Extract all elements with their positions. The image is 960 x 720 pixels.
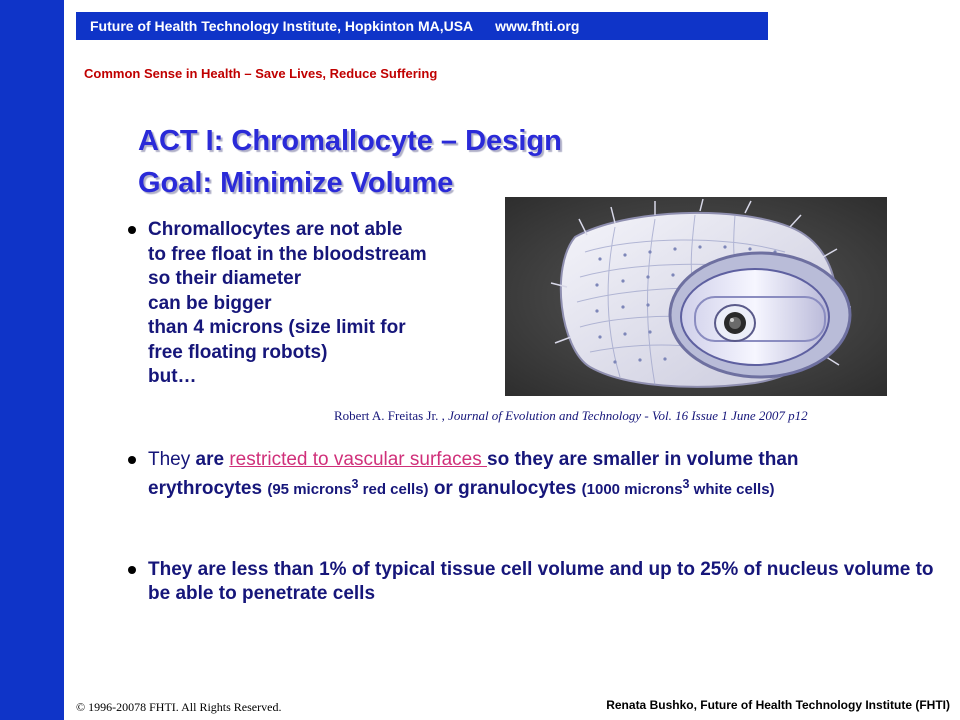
erythrocyte-detail-open: (95 microns xyxy=(267,481,352,498)
bullet-diameter-line: free floating robots) xyxy=(148,341,328,363)
bullet-dot-icon xyxy=(128,226,136,234)
chromallocyte-robot-sketch-icon xyxy=(505,197,887,396)
footer-credit: Renata Bushko, Future of Health Technology Institute (FHTI) xyxy=(606,698,950,712)
bullet-diameter-line: can be bigger xyxy=(148,292,272,314)
bullet-diameter-line: Chromallocytes are not able xyxy=(148,219,403,240)
tagline: Common Sense in Health – Save Lives, Reduce Suffering xyxy=(84,66,438,81)
bullet-granulocytes-text: or granulocytes xyxy=(428,478,582,499)
erythrocyte-detail-close: red cells) xyxy=(358,481,429,498)
bullet-tissue-cell-volume xyxy=(148,558,938,606)
image-citation xyxy=(334,408,808,424)
bullet-dot-icon xyxy=(128,566,136,574)
slide-title-line-2: Goal: Minimize Volume xyxy=(138,167,454,199)
superscript-3: 3 xyxy=(682,477,690,491)
slide-title xyxy=(138,120,562,204)
granulocyte-detail-close: white cells) xyxy=(689,481,775,498)
bullet-diameter xyxy=(148,218,508,390)
header-url-link[interactable]: www.fhti.org xyxy=(495,18,580,34)
slide-title-line-1: ACT I: Chromallocyte – Design xyxy=(138,125,562,157)
citation-author: Robert A. Freitas Jr. , xyxy=(334,408,449,423)
bullet-diameter-line: but… xyxy=(148,366,197,387)
granulocyte-detail-open: (1000 microns xyxy=(581,481,683,498)
left-accent-bar xyxy=(0,0,64,720)
chromallocyte-illustration xyxy=(505,197,887,396)
erythrocyte-detail xyxy=(267,477,429,498)
bullet-smaller-text: so they are smaller in volume than erythrocytes xyxy=(148,449,799,499)
vascular-surfaces-link[interactable]: restricted to vascular surfaces xyxy=(229,449,487,470)
bullet-tissue-text: They are less than 1% of typical tissue cell volume and up to 25% of nucleus volume to be able to penetrate cells xyxy=(148,559,934,604)
bullet-dot-icon xyxy=(128,456,136,464)
footer-copyright: © 1996-20078 FHTI. All Rights Reserved. xyxy=(76,700,282,714)
header-bar xyxy=(76,12,768,40)
bullet-they: They xyxy=(148,449,191,470)
header-institute: Future of Health Technology Institute, Hopkinton MA,USA xyxy=(90,18,474,34)
bullet-diameter-line: so their diameter xyxy=(148,268,302,289)
bullet-vascular-surfaces xyxy=(148,448,908,502)
bullet-diameter-line: than 4 microns (size limit for xyxy=(148,317,406,338)
bullet-diameter-line: to free float in the bloodstream xyxy=(148,243,427,265)
bullet-are: are xyxy=(190,449,230,470)
granulocyte-detail xyxy=(581,477,775,498)
citation-source: Journal of Evolution and Technology - Vol. 16 Issue 1 June 2007 p12 xyxy=(448,408,808,423)
superscript-3: 3 xyxy=(351,477,359,491)
